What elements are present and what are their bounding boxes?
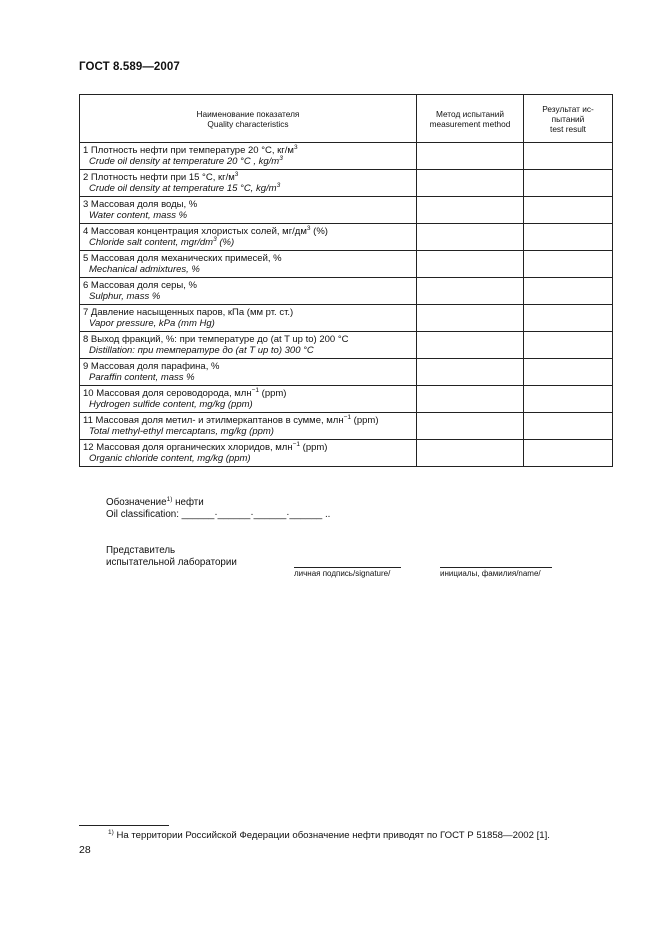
method-cell[interactable] [417,197,524,224]
characteristic-cell [80,170,417,197]
characteristic-cell [80,332,417,359]
characteristic-en: Chloride salt content, mgr/$dm^3$ (%) [89,236,235,248]
representative-label-line1: Представитель [106,545,176,556]
footnote: $^{1)}$ На территории Российской Федерации обозначение нефти приводят по ГОСТ Р 51858—2002 [1]. [108,829,550,841]
characteristic-en: Distillation: при температуре до (at T up to) 300 °C [89,345,314,356]
table-row [80,251,613,278]
name-line[interactable] [440,567,552,568]
method-cell[interactable] [417,224,524,251]
characteristic-ru: 10 Массовая доля сероводорода, млн$^{-1}$ (ppm) [83,387,287,399]
signature-line[interactable] [294,567,401,568]
table-row [80,170,613,197]
characteristic-ru: 2 Плотность нефти при 15 °C, $кг/м^3$ [83,171,239,183]
characteristic-cell [80,224,417,251]
characteristic-cell [80,305,417,332]
result-cell[interactable] [524,251,613,278]
result-cell[interactable] [524,305,613,332]
characteristic-ru: 11 Массовая доля метил- и этилмеркаптанов в сумме, млн$^{-1}$ (ppm) [83,414,379,426]
result-cell[interactable] [524,278,613,305]
characteristic-ru: 5 Массовая доля механических примесей, % [83,253,282,264]
characteristic-cell [80,440,417,467]
document-header: ГОСТ 8.589—2007 [79,61,180,73]
characteristic-ru: 4 Массовая концентрация хлористых солей, $мг/дм^3$ (%) [83,225,328,237]
characteristic-en: Organic chloride content, mg/kg (ppm) [89,453,251,464]
method-cell[interactable] [417,332,524,359]
characteristic-ru: 6 Массовая доля серы, % [83,280,197,291]
method-cell[interactable] [417,386,524,413]
table-row [80,143,613,170]
characteristic-ru: 1 Плотность нефти при температуре 20 °C, $кг/м^3$ [83,144,298,156]
characteristic-cell [80,197,417,224]
result-cell[interactable] [524,224,613,251]
method-cell[interactable] [417,251,524,278]
table-row [80,197,613,224]
name-caption: инициалы, фамилия/name/ [440,569,541,578]
table-header-row [80,95,613,143]
table-row [80,332,613,359]
method-cell[interactable] [417,440,524,467]
table-row [80,440,613,467]
footnote-divider [79,825,169,826]
characteristic-cell [80,251,417,278]
method-cell[interactable] [417,170,524,197]
method-cell[interactable] [417,305,524,332]
header-method: Метод испытаний measurement method [417,95,524,143]
table-row [80,386,613,413]
result-cell[interactable] [524,332,613,359]
result-cell[interactable] [524,170,613,197]
signature-caption: личная подпись/signature/ [294,569,391,578]
header-characteristic: Наименование показателя Quality characteristics [80,95,417,143]
header-result: Результат ис- пытаний test result [524,95,613,143]
method-cell[interactable] [417,359,524,386]
characteristic-cell [80,278,417,305]
table-row [80,413,613,440]
characteristic-en: Hydrogen sulfide content, mg/kg (ppm) [89,399,253,410]
result-cell[interactable] [524,197,613,224]
quality-table [79,94,613,467]
table-row [80,224,613,251]
characteristic-cell [80,413,417,440]
result-cell[interactable] [524,386,613,413]
classification-label-ru: Обозначение$^{1)}$ нефти [106,496,204,508]
method-cell[interactable] [417,278,524,305]
characteristic-ru: 8 Выход фракций, %: при температуре до (at T up to) 200 °C [83,334,349,345]
page-number: 28 [79,844,91,856]
result-cell[interactable] [524,413,613,440]
characteristic-ru: 12 Массовая доля органических хлоридов, млн$^{-1}$ (ppm) [83,441,328,453]
representative-label-line2: испытательной лаборатории [106,557,237,568]
characteristic-cell [80,359,417,386]
characteristic-cell [80,143,417,170]
table-row [80,359,613,386]
characteristic-ru: 7 Давление насыщенных паров, кПа (мм рт. ст.) [83,307,294,318]
table-row [80,278,613,305]
characteristic-en: Sulphur, mass % [89,291,161,302]
characteristic-en: Water content, mass % [89,210,188,221]
characteristic-en: Vapor pressure, kPa (mm Hg) [89,318,215,329]
characteristic-en: Crude oil density at temperature 20 °C , $kg/m^3$ [89,155,283,167]
characteristic-en: Total methyl-ethyl mercaptans, mg/kg (ppm) [89,426,274,437]
classification-field[interactable]: Oil classification: ______·______·______·______ .. [106,509,331,520]
characteristic-en: Mechanical admixtures, % [89,264,200,275]
result-cell[interactable] [524,359,613,386]
characteristic-ru: 3 Массовая доля воды, % [83,199,198,210]
result-cell[interactable] [524,440,613,467]
table-body [80,143,613,467]
characteristic-cell [80,386,417,413]
table-row [80,305,613,332]
result-cell[interactable] [524,143,613,170]
characteristic-en: Crude oil density at temperature 15 °C, $kg/m^3$ [89,182,281,194]
method-cell[interactable] [417,143,524,170]
characteristic-ru: 9 Массовая доля парафина, % [83,361,220,372]
characteristic-en: Paraffin content, mass % [89,372,195,383]
method-cell[interactable] [417,413,524,440]
